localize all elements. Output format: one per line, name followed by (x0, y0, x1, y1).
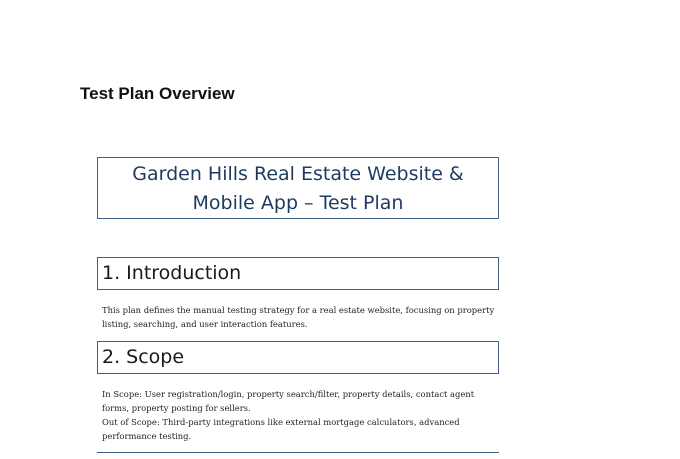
scope-body (102, 387, 502, 443)
scope-line-4: performance testing. (102, 431, 192, 441)
introduction-line-2: listing, searching, and user interaction features. (102, 319, 308, 329)
section-heading-scope: 2. Scope (97, 341, 499, 374)
document-title-box (97, 157, 499, 219)
document-title-line-1: Garden Hills Real Estate Website & (132, 163, 464, 185)
next-section-border (97, 452, 499, 453)
page-heading: Test Plan Overview (80, 84, 235, 103)
section-heading-introduction: 1. Introduction (97, 257, 499, 290)
scope-line-2: forms, property posting for sellers. (102, 403, 251, 413)
document-title-line-2: Mobile App – Test Plan (192, 192, 404, 214)
introduction-body (102, 303, 502, 331)
introduction-line-1: This plan defines the manual testing strategy for a real estate website, focusing on property (102, 305, 495, 315)
scope-line-3: Out of Scope: Third-party integrations like external mortgage calculators, advanced (102, 417, 460, 427)
scope-line-1: In Scope: User registration/login, property search/filter, property details, contact agent (102, 389, 475, 399)
